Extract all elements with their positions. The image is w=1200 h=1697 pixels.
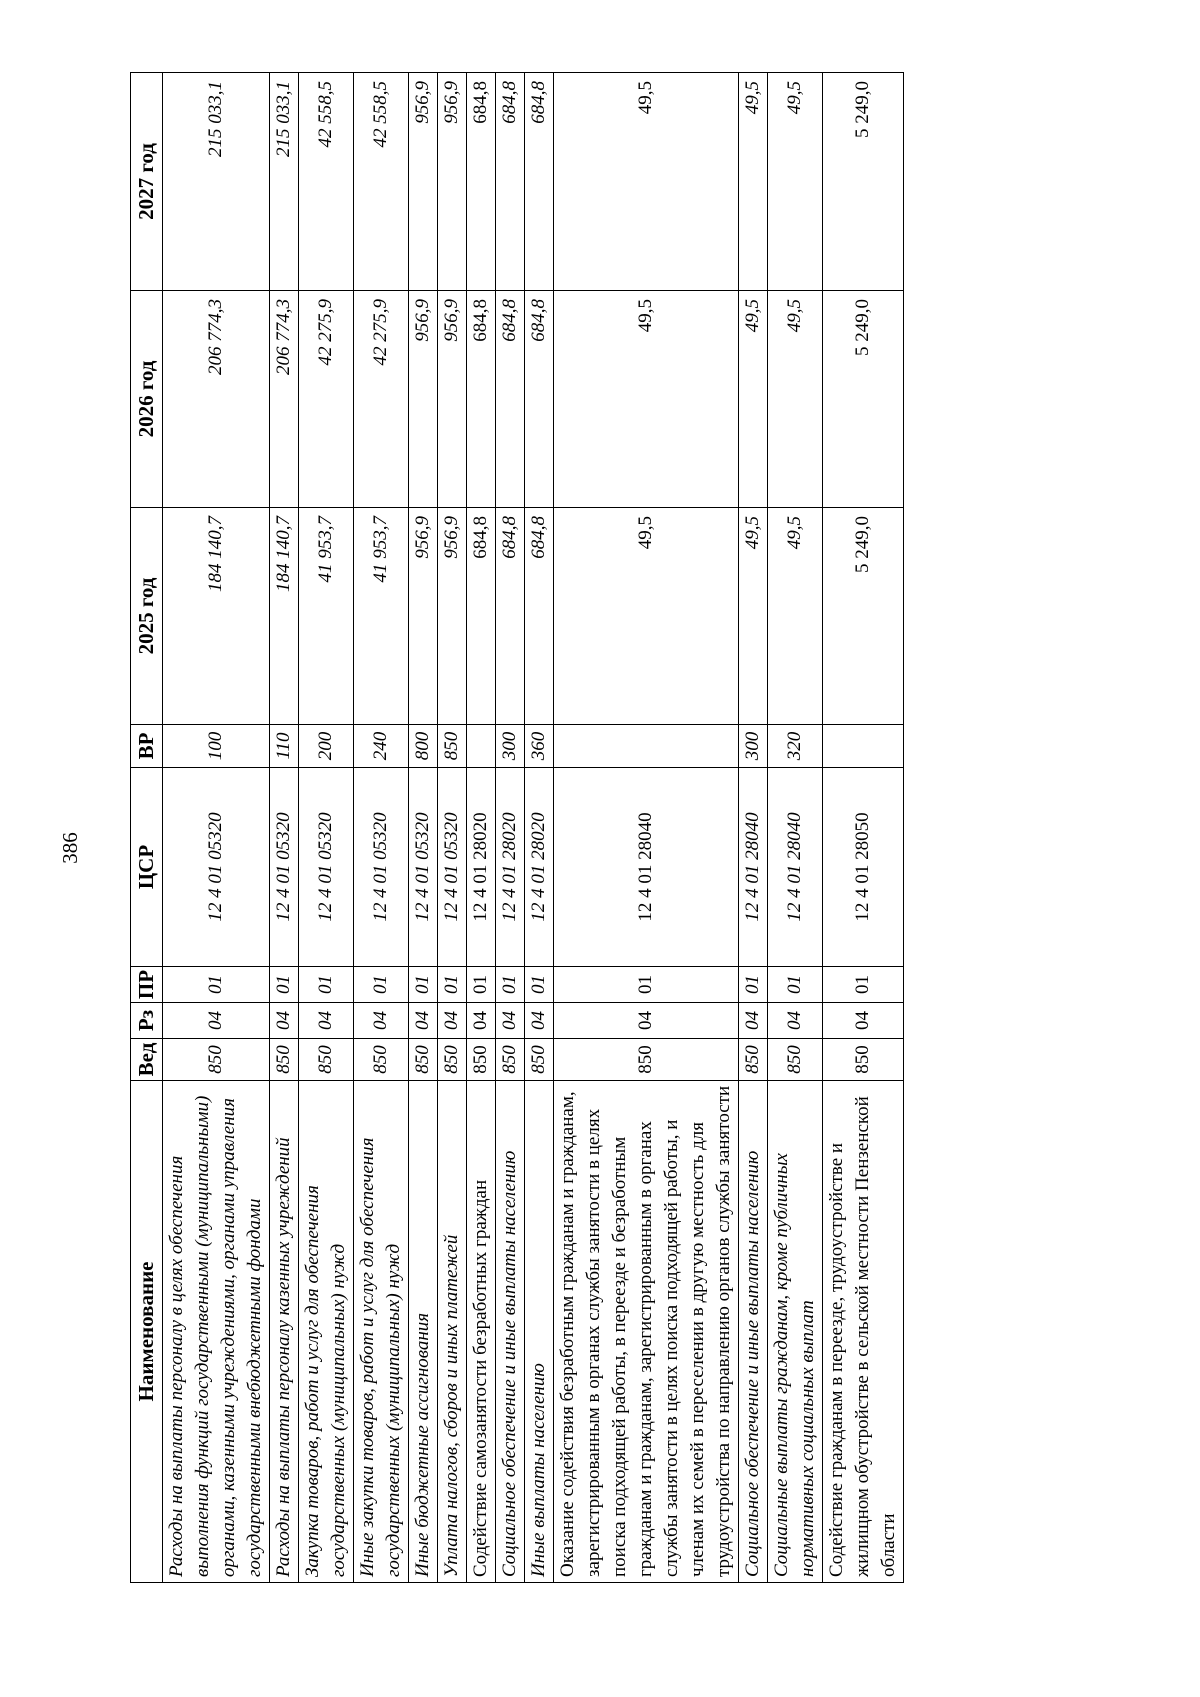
- row-name: Социальные выплаты гражданам, кроме публичных нормативных социальных выплат: [768, 1081, 823, 1583]
- row-rz: 04: [768, 1003, 823, 1039]
- row-vr: 300: [496, 725, 525, 768]
- table-row: [354, 73, 409, 1583]
- row-ved: 850: [739, 1039, 768, 1081]
- row-vr: 100: [163, 725, 270, 768]
- row-ved: 850: [467, 1039, 496, 1081]
- row-csr: 12 4 01 05320: [409, 768, 438, 967]
- column-header-csr: ЦСР: [131, 768, 163, 967]
- row-pr: 01: [438, 967, 467, 1003]
- row-rz: 04: [299, 1003, 354, 1039]
- row-2025: 684,8: [496, 508, 525, 725]
- column-header-2025: 2025 год: [131, 508, 163, 725]
- row-2026: 684,8: [525, 291, 554, 508]
- row-name: Иные бюджетные ассигнования: [409, 1081, 438, 1583]
- row-2025: 684,8: [467, 508, 496, 725]
- table-row: [739, 73, 768, 1583]
- row-rz: 04: [739, 1003, 768, 1039]
- row-csr: 12 4 01 28040: [554, 768, 739, 967]
- row-2026: 684,8: [496, 291, 525, 508]
- row-pr: 01: [496, 967, 525, 1003]
- row-name: Иные выплаты населению: [525, 1081, 554, 1583]
- row-vr: 300: [739, 725, 768, 768]
- column-header-name: Наименование: [131, 1081, 163, 1583]
- table-row: [525, 73, 554, 1583]
- row-rz: 04: [467, 1003, 496, 1039]
- row-name: Содействие гражданам в переезде, трудоустройстве и жилищном обустройстве в сельской местности Пензенской области: [823, 1081, 904, 1583]
- row-csr: 12 4 01 05320: [270, 768, 299, 967]
- row-rz: 04: [496, 1003, 525, 1039]
- row-ved: 850: [299, 1039, 354, 1081]
- row-vr: [823, 725, 904, 768]
- row-ved: 850: [354, 1039, 409, 1081]
- row-pr: 01: [823, 967, 904, 1003]
- row-csr: 12 4 01 05320: [354, 768, 409, 967]
- row-csr: 12 4 01 28050: [823, 768, 904, 967]
- row-2025: 184 140,7: [270, 508, 299, 725]
- row-2025: 5 249,0: [823, 508, 904, 725]
- row-2025: 49,5: [554, 508, 739, 725]
- row-vr: [467, 725, 496, 768]
- row-2026: 684,8: [467, 291, 496, 508]
- table-row: [768, 73, 823, 1583]
- table-row: [409, 73, 438, 1583]
- row-2027: 684,8: [496, 73, 525, 291]
- table-row: [438, 73, 467, 1583]
- row-pr: 01: [525, 967, 554, 1003]
- row-ved: 850: [270, 1039, 299, 1081]
- row-2027: 42 558,5: [354, 73, 409, 291]
- row-2025: 41 953,7: [299, 508, 354, 725]
- row-vr: [554, 725, 739, 768]
- row-rz: 04: [438, 1003, 467, 1039]
- row-pr: 01: [467, 967, 496, 1003]
- row-2027: 956,9: [438, 73, 467, 291]
- row-csr: 12 4 01 28040: [739, 768, 768, 967]
- row-ved: 850: [163, 1039, 270, 1081]
- row-name: Оказание содействия безработным гражданам и гражданам, зарегистрированным в органах службы занятости в целях поиска подходящей работы, в переезде и безработным гражданам и гражданам, зарегистрированным в органах службы занятости в целях поиска подходящей работы, и членам их семей в переселении в другую местность для трудоустройства по направлению органов службы занятости: [554, 1081, 739, 1583]
- row-2026: 49,5: [768, 291, 823, 508]
- row-vr: 110: [270, 725, 299, 768]
- row-ved: 850: [768, 1039, 823, 1081]
- row-2025: 184 140,7: [163, 508, 270, 725]
- row-name: Закупка товаров, работ и услуг для обеспечения государственных (муниципальных) нужд: [299, 1081, 354, 1583]
- table-row: [554, 73, 739, 1583]
- row-2026: 206 774,3: [163, 291, 270, 508]
- row-csr: 12 4 01 28040: [768, 768, 823, 967]
- row-csr: 12 4 01 05320: [299, 768, 354, 967]
- row-pr: 01: [354, 967, 409, 1003]
- table-row: [496, 73, 525, 1583]
- row-2027: 49,5: [739, 73, 768, 291]
- row-name: Расходы на выплаты персоналу казенных учреждений: [270, 1081, 299, 1583]
- row-2027: 215 033,1: [270, 73, 299, 291]
- row-ved: 850: [525, 1039, 554, 1081]
- row-vr: 850: [438, 725, 467, 768]
- row-2026: 956,9: [409, 291, 438, 508]
- row-2026: 5 249,0: [823, 291, 904, 508]
- row-2027: 49,5: [554, 73, 739, 291]
- row-vr: 240: [354, 725, 409, 768]
- row-2027: 42 558,5: [299, 73, 354, 291]
- row-csr: 12 4 01 05320: [438, 768, 467, 967]
- table-row: [270, 73, 299, 1583]
- row-2027: 684,8: [525, 73, 554, 291]
- row-2026: 42 275,9: [299, 291, 354, 508]
- row-vr: 320: [768, 725, 823, 768]
- row-2027: 215 033,1: [163, 73, 270, 291]
- row-2025: 49,5: [739, 508, 768, 725]
- row-name: Расходы на выплаты персоналу в целях обеспечения выполнения функций государственными (муниципальными) органами, казенными учреждениями, органами управления государственными внебюджетными фондами: [163, 1081, 270, 1583]
- table-row: [467, 73, 496, 1583]
- row-rz: 04: [354, 1003, 409, 1039]
- row-2025: 49,5: [768, 508, 823, 725]
- column-header-2026: 2026 год: [131, 291, 163, 508]
- row-pr: 01: [163, 967, 270, 1003]
- row-csr: 12 4 01 05320: [163, 768, 270, 967]
- row-ved: 850: [554, 1039, 739, 1081]
- row-ved: 850: [823, 1039, 904, 1081]
- row-ved: 850: [438, 1039, 467, 1081]
- row-vr: 360: [525, 725, 554, 768]
- page-number: 386: [58, 832, 82, 864]
- row-2026: 49,5: [554, 291, 739, 508]
- row-2025: 684,8: [525, 508, 554, 725]
- row-2026: 956,9: [438, 291, 467, 508]
- row-2025: 956,9: [409, 508, 438, 725]
- row-pr: 01: [409, 967, 438, 1003]
- table-row: [163, 73, 270, 1583]
- row-rz: 04: [525, 1003, 554, 1039]
- table-row: [299, 73, 354, 1583]
- table-header-row: [131, 73, 163, 1583]
- column-header-2027: 2027 год: [131, 73, 163, 291]
- row-csr: 12 4 01 28020: [467, 768, 496, 967]
- row-2025: 956,9: [438, 508, 467, 725]
- row-2027: 5 249,0: [823, 73, 904, 291]
- row-pr: 01: [299, 967, 354, 1003]
- row-2027: 956,9: [409, 73, 438, 291]
- row-rz: 04: [270, 1003, 299, 1039]
- row-name: Уплата налогов, сборов и иных платежей: [438, 1081, 467, 1583]
- row-2026: 49,5: [739, 291, 768, 508]
- row-name: Социальное обеспечение и иные выплаты населению: [496, 1081, 525, 1583]
- column-header-rz: Рз: [131, 1003, 163, 1039]
- row-pr: 01: [554, 967, 739, 1003]
- row-2025: 41 953,7: [354, 508, 409, 725]
- row-vr: 200: [299, 725, 354, 768]
- row-rz: 04: [554, 1003, 739, 1039]
- row-2026: 42 275,9: [354, 291, 409, 508]
- row-ved: 850: [496, 1039, 525, 1081]
- budget-table: [130, 72, 904, 1583]
- row-rz: 04: [163, 1003, 270, 1039]
- row-pr: 01: [739, 967, 768, 1003]
- table-row: [823, 73, 904, 1583]
- row-name: Содействие самозанятости безработных граждан: [467, 1081, 496, 1583]
- column-header-vr: ВР: [131, 725, 163, 768]
- column-header-ved: Вед: [131, 1039, 163, 1081]
- row-name: Иные закупки товаров, работ и услуг для обеспечения государственных (муниципальных) нужд: [354, 1081, 409, 1583]
- rotated-page-content: [130, 73, 1070, 1583]
- column-header-pr: ПР: [131, 967, 163, 1003]
- row-2026: 206 774,3: [270, 291, 299, 508]
- row-pr: 01: [768, 967, 823, 1003]
- row-rz: 04: [823, 1003, 904, 1039]
- row-2027: 49,5: [768, 73, 823, 291]
- row-vr: 800: [409, 725, 438, 768]
- row-2027: 684,8: [467, 73, 496, 291]
- row-pr: 01: [270, 967, 299, 1003]
- row-rz: 04: [409, 1003, 438, 1039]
- row-ved: 850: [409, 1039, 438, 1081]
- row-csr: 12 4 01 28020: [525, 768, 554, 967]
- row-name: Социальное обеспечение и иные выплаты населению: [739, 1081, 768, 1583]
- row-csr: 12 4 01 28020: [496, 768, 525, 967]
